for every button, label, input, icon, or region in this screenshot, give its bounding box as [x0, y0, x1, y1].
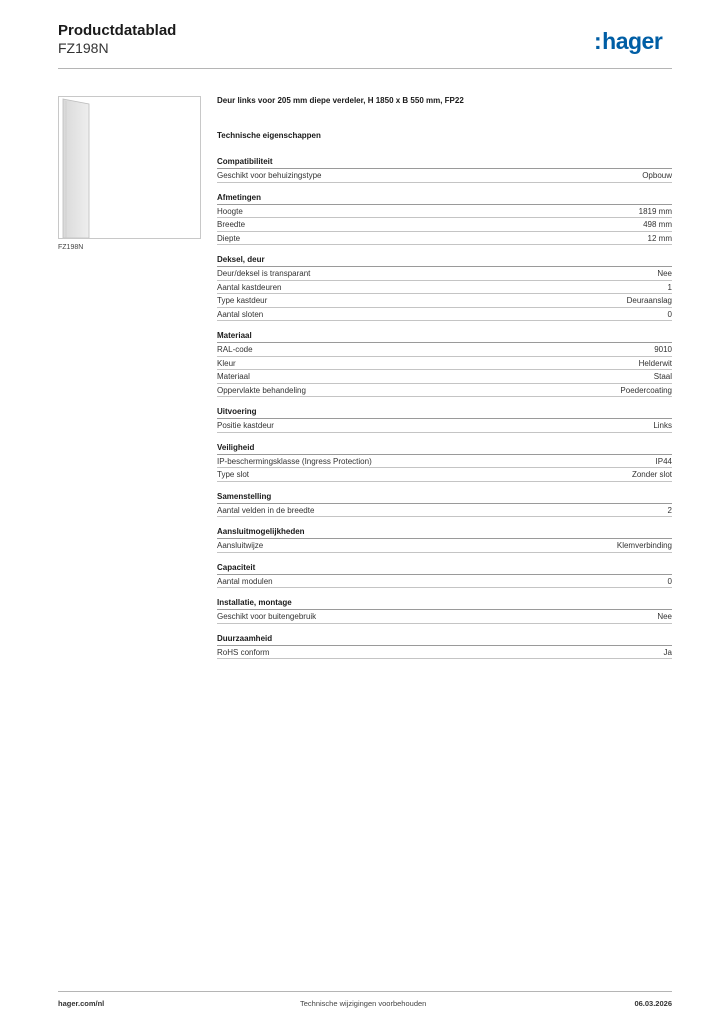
- section-title: Deksel, deur: [217, 255, 672, 267]
- spec-label: RoHS conform: [217, 647, 270, 657]
- door-panel-icon: [59, 97, 200, 238]
- spec-label: Type kastdeur: [217, 296, 268, 305]
- section-title: Veiligheid: [217, 443, 672, 455]
- spec-section: [217, 193, 672, 246]
- spec-row: [217, 308, 672, 322]
- spec-row: [217, 232, 672, 246]
- section-title: Capaciteit: [217, 563, 672, 575]
- spec-label: Deur/deksel is transparant: [217, 269, 311, 278]
- section-title: Samenstelling: [217, 492, 672, 504]
- section-title: Afmetingen: [217, 193, 672, 205]
- section-title: Duurzaamheid: [217, 634, 672, 646]
- spec-label: Diepte: [217, 233, 241, 243]
- spec-label: Type slot: [217, 470, 250, 479]
- hager-logo: :hager: [594, 28, 663, 54]
- spec-value: Nee: [657, 269, 672, 278]
- spec-label: Aantal velden in de breedte: [217, 505, 315, 515]
- section-title: Installatie, montage: [217, 598, 672, 610]
- spec-value: Ja: [663, 647, 672, 657]
- image-caption: FZ198N: [58, 244, 84, 251]
- spec-label: Oppervlakte behandeling: [217, 385, 306, 395]
- spec-section: [217, 331, 672, 397]
- spec-value: 9010: [654, 345, 672, 354]
- spec-value: 1819 mm: [638, 206, 672, 216]
- spec-value: 1: [667, 282, 672, 292]
- spec-label: Breedte: [217, 220, 246, 229]
- spec-label: Positie kastdeur: [217, 421, 274, 430]
- spec-value: Helderwit: [638, 358, 672, 368]
- spec-row: [217, 205, 672, 219]
- spec-row: [217, 610, 672, 624]
- spec-section: [217, 563, 672, 589]
- spec-label: Aansluitwijze: [217, 541, 264, 550]
- spec-row: [217, 384, 672, 398]
- spec-row: [217, 343, 672, 357]
- spec-row: [217, 169, 672, 183]
- spec-value: Zonder slot: [631, 470, 672, 479]
- tech-heading: Technische eigenschappen: [217, 131, 321, 140]
- spec-row: [217, 281, 672, 295]
- spec-value: Staal: [653, 372, 672, 381]
- spec-row: [217, 504, 672, 518]
- spec-sections: [217, 157, 672, 669]
- spec-row: [217, 370, 672, 384]
- spec-label: RAL-code: [217, 345, 253, 354]
- spec-row: [217, 294, 672, 308]
- page-title: Productdatablad: [58, 22, 177, 39]
- spec-section: [217, 527, 672, 553]
- spec-label: Geschikt voor behuizingstype: [217, 171, 322, 180]
- section-title: Materiaal: [217, 331, 672, 343]
- spec-value: Klemverbinding: [616, 541, 672, 550]
- spec-value: 2: [667, 505, 672, 515]
- spec-row: [217, 646, 672, 660]
- spec-value: Opbouw: [642, 171, 672, 180]
- spec-row: [217, 539, 672, 553]
- spec-value: 498 mm: [643, 220, 672, 229]
- spec-row: [217, 267, 672, 281]
- spec-section: [217, 634, 672, 660]
- logo-text: hager: [602, 28, 663, 54]
- spec-label: Aantal kastdeuren: [217, 282, 282, 292]
- spec-value: 12 mm: [647, 233, 672, 243]
- footer-disclaimer: Technische wijzigingen voorbehouden: [300, 999, 427, 1008]
- section-title: Compatibiliteit: [217, 157, 672, 169]
- spec-label: Geschikt voor buitengebruik: [217, 612, 317, 621]
- spec-value: Poedercoating: [620, 385, 672, 395]
- section-title: Aansluitmogelijkheden: [217, 527, 672, 539]
- spec-value: Deuraanslag: [626, 296, 672, 305]
- spec-label: Kleur: [217, 358, 236, 368]
- spec-row: [217, 575, 672, 589]
- spec-row: [217, 455, 672, 469]
- section-title: Uitvoering: [217, 407, 672, 419]
- spec-row: [217, 218, 672, 232]
- spec-row: [217, 419, 672, 433]
- footer-website[interactable]: hager.com/nl: [58, 999, 105, 1008]
- spec-section: [217, 492, 672, 518]
- spec-value: Nee: [657, 612, 672, 621]
- spec-row: [217, 357, 672, 371]
- spec-section: [217, 598, 672, 624]
- spec-section: [217, 255, 672, 321]
- spec-label: Materiaal: [217, 372, 250, 381]
- spec-row: [217, 468, 672, 482]
- spec-label: Aantal sloten: [217, 309, 264, 319]
- spec-value: 0: [667, 309, 672, 319]
- spec-label: IP-beschermingsklasse (Ingress Protection): [217, 456, 372, 466]
- product-code: FZ198N: [58, 40, 109, 56]
- spec-section: [217, 157, 672, 183]
- spec-value: 0: [667, 576, 672, 586]
- spec-value: Links: [653, 421, 672, 430]
- footer-divider: [58, 991, 672, 992]
- header-divider: [58, 68, 672, 69]
- spec-label: Hoogte: [217, 206, 243, 216]
- product-image: [58, 96, 201, 239]
- spec-section: [217, 443, 672, 482]
- spec-value: IP44: [655, 456, 672, 466]
- product-description: Deur links voor 205 mm diepe verdeler, H 1850 x B 550 mm, FP22: [217, 96, 464, 105]
- spec-section: [217, 407, 672, 433]
- spec-label: Aantal modulen: [217, 576, 273, 586]
- footer-date: 06.03.2026: [634, 999, 672, 1008]
